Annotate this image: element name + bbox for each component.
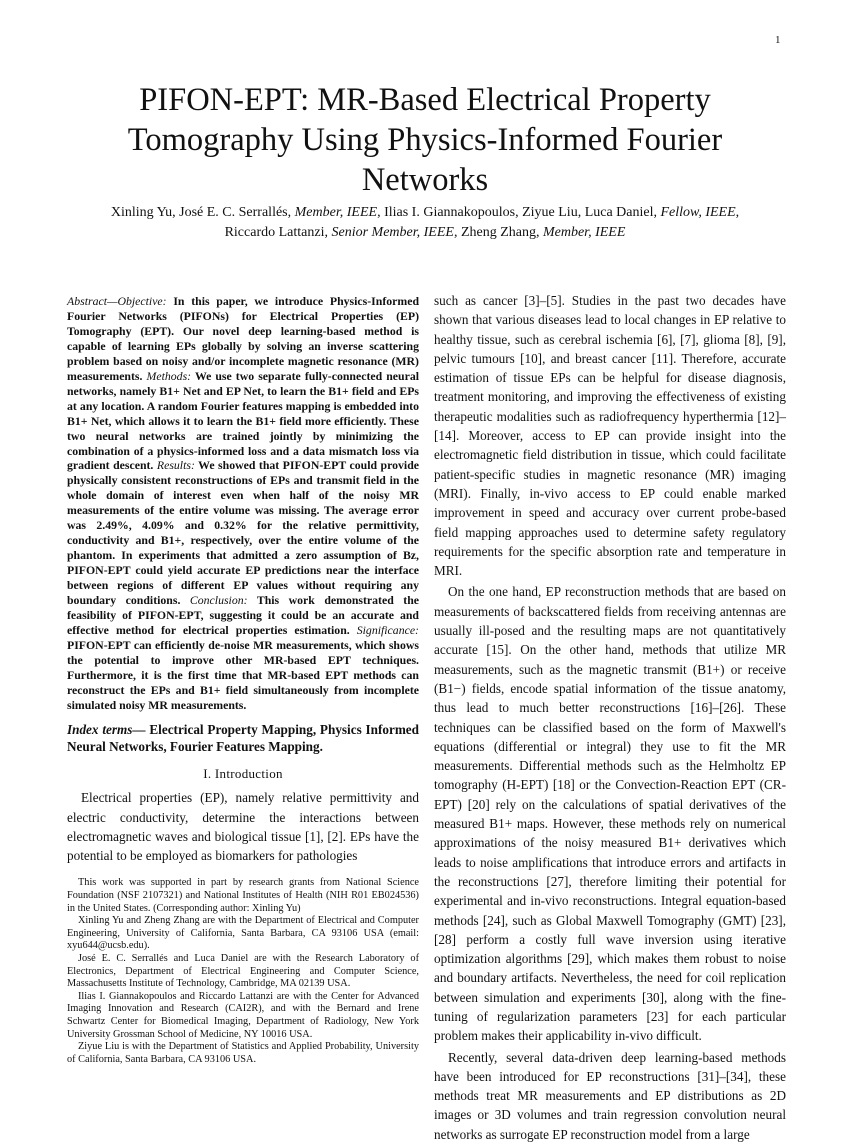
- conclusion-heading: Conclusion:: [189, 593, 248, 608]
- abstract: [67, 294, 419, 713]
- footnote-affiliation-stats: Ziyue Liu is with the Department of Statistics and Applied Probability, University of California, Santa Barbara, CA 93106 USA.: [67, 1041, 419, 1065]
- results-heading: Results:: [156, 458, 195, 473]
- page-number: 1: [775, 34, 781, 46]
- footnote-affiliation-nyu: Ilias I. Giannakopoulos and Riccardo Lattanzi are with the Center for Advanced Imaging Innovation and Research (CAI2R), and with the Bernard and Irene Schwartz Center for Biomedical Imaging, Department of Radiology, New York University Grossman School of Medicine, NY 10016 USA.: [67, 990, 419, 1040]
- index-terms-text: Electrical Property Mapping, Physics Informed Neural Networks, Fourier Features Mapping.: [67, 721, 419, 754]
- index-terms-label: Index terms—: [67, 721, 146, 737]
- abstract-significance: PIFON-EPT can efficiently de-noise MR measurements, which shows the potential to improve other MR-based EPT techniques. Furthermore, it is the first time that MR-based EPT methods can reconstruct the EPs and B1+ field simultaneously from incomplete simulated noisy MR measurements.: [67, 637, 419, 712]
- body-paragraph-2: On the one hand, EP reconstruction methods that are based on measurements of backscattered fields from receiving antennas are usually ill-posed and the resulting maps are not quantitatively accurate [15]. On the other hand, methods that utilize MR measurements, such as the magnetic transmit (B1+) or receive (B1−) fields, encode spatial information of the tissue anatomy, thus lead to much better reconstructions [16]–[26]. These techniques can be classified based on the form of Maxwell's equations (differential or integral) they use to fit the MR measurements. Differential methods such as the Helmholtz EP tomography (H-EPT) [18] or the Convection-Reaction EPT (CR-EPT) [20] rely on the calculations of spatial derivatives of the measured B1+ maps. However, these methods rely on numerical approximations of the noisy measured B1+ derivatives which leads to noise amplifications that introduce errors and artifacts in the reconstructions [27], therefore limiting their potential for experimental and in-vivo reconstructions. Integral equation-based methods [24], such as Global Maxwell Tomography (GMT) [23], [28] perform a costly full wave inversion using iterative optimization algorithms [29], which makes them robust to noise and boundary artifacts. Nevertheless, the need for coil replication between simulation and experiments [30], along with the fine-tuning of regularization parameters [23] for each particular problem makes their applicability in-vivo difficult.: [434, 584, 786, 1044]
- left-column: [67, 294, 419, 1066]
- abstract-methods: We use two separate fully-connected neural networks, namely B1+ Net and EP Net, to learn the B1+ field and EPs at any location. A random Fourier features mapping is embedded into B1+ Net, which allows it to learn the B1+ field more efficiently. These two neural networks are trained jointly by minimizing the combination of a physics-informed loss and a data mismatch loss via gradient descent.: [67, 368, 419, 473]
- footnotes: [67, 877, 419, 1066]
- objective-heading: Objective:: [117, 294, 167, 308]
- paper-title: PIFON-EPT: MR-Based Electrical Property Tomography Using Physics-Informed Fourier Networks: [127, 82, 723, 198]
- author-list: [60, 203, 790, 243]
- right-column: [434, 291, 786, 1144]
- arxiv-id: [0, 259, 1, 727]
- arxiv-stamp: [6, 296, 50, 690]
- footnote-funding: This work was supported in part by research grants from National Science Foundation (NSF 2107321) and National Institutes of Health (NIH R01 EB024536) in the United States. (Corresponding author: Xinling Yu): [67, 877, 419, 914]
- authors-line-2: Riccardo Lattanzi, Senior Member, IEEE, Zheng Zhang, Member, IEEE: [224, 225, 626, 240]
- body-paragraph-1: such as cancer [3]–[5]. Studies in the past two decades have shown that various diseases lead to local changes in EP relative to healthy tissue, such as cerebral ischemia [6], [7], glioma [8], [9], pelvic tumours [10], and breast cancer [11]. Therefore, accurate estimation of tissue EPs can be helpful for disease diagnosis, treatment monitoring, and improving the effectiveness of existing therapeutic modalities such as radiofrequency hyperthermia [12]–[14]. Moreover, access to EP can provide insight into the electromagnetic field distribution in tissue, which could facilitate patient-specific studies in magnetic resonance (MR) imaging (MRI). Finally, in-vivo access to EP could enable marked improvement in speed and accuracy over current probe-based field mapping approaches used to determine safety regulatory requirements for the specific absorption rate and temperature in MRI.: [434, 293, 786, 579]
- abstract-objective: In this paper, we introduce Physics-Informed Fourier Networks (PIFONs) for Electrical Properties (EP) Tomography (EPT). Our novel deep learning-based method is capable of learning EPs globally by solving an inverse scattering problem based on noisy and/or incomplete magnetic resonance (MR) measurements.: [67, 294, 420, 383]
- footnote-affiliation-ucsb: Xinling Yu and Zheng Zhang are with the Department of Electrical and Computer Engineering, University of California, Santa Barbara, CA 93106 USA (email: xyu644@ucsb.edu).: [67, 915, 419, 952]
- section-heading-introduction: I. Introduction: [203, 766, 283, 782]
- body-paragraph-3: Recently, several data-driven deep learning-based methods have been introduced for EP reconstructions [31]–[34], these methods treat MR measurements and EP distributions as 2D images or 3D volumes and train regression convolution neural networks as surrogate EP reconstruction model from a large: [434, 1049, 786, 1142]
- methods-heading: Methods:: [146, 368, 192, 383]
- authors-line-1: Xinling Yu, José E. C. Serrallés, Member, IEEE, Ilias I. Giannakopoulos, Ziyue Liu, Luca Daniel, Fellow, IEEE,: [110, 205, 740, 220]
- abstract-results: We showed that PIFON-EPT could provide physically consistent reconstructions of EPs and transmit field in the whole domain of interest even when half of the noisy MR measurements of the entire volume was missing. The average error was 2.49%, 4.09% and 0.32% for the relative permittivity, conductivity and B1+, respectively, over the entire volume of the phantom. In experiments that admitted a zero assumption of Bz, PIFON-EPT could yield accurate EP predictions near the interface between regions of different EP values without requiring any boundary conditions.: [67, 458, 419, 608]
- footnote-affiliation-mit: José E. C. Serrallés and Luca Daniel are with the Research Laboratory of Electronics, Department of Electrical Engineering and Computer Science, Massachusetts Institute of Technology, Cambridge, MA 02139 USA.: [67, 953, 419, 990]
- significance-heading: Significance:: [356, 622, 419, 637]
- index-terms: [67, 721, 419, 756]
- intro-paragraph-left: Electrical properties (EP), namely relative permittivity and electric conductivity, determine the interactions between electromagnetic waves and biological tissue [1], [2]. EPs have the potential to be employed as biomarkers for pathologies: [67, 790, 419, 864]
- abstract-label: Abstract—: [67, 294, 118, 308]
- abstract-conclusion: This work demonstrated the feasibility of PIFON-EPT, suggesting it could be an accurate and effective method for electrical properties estimation.: [67, 593, 419, 637]
